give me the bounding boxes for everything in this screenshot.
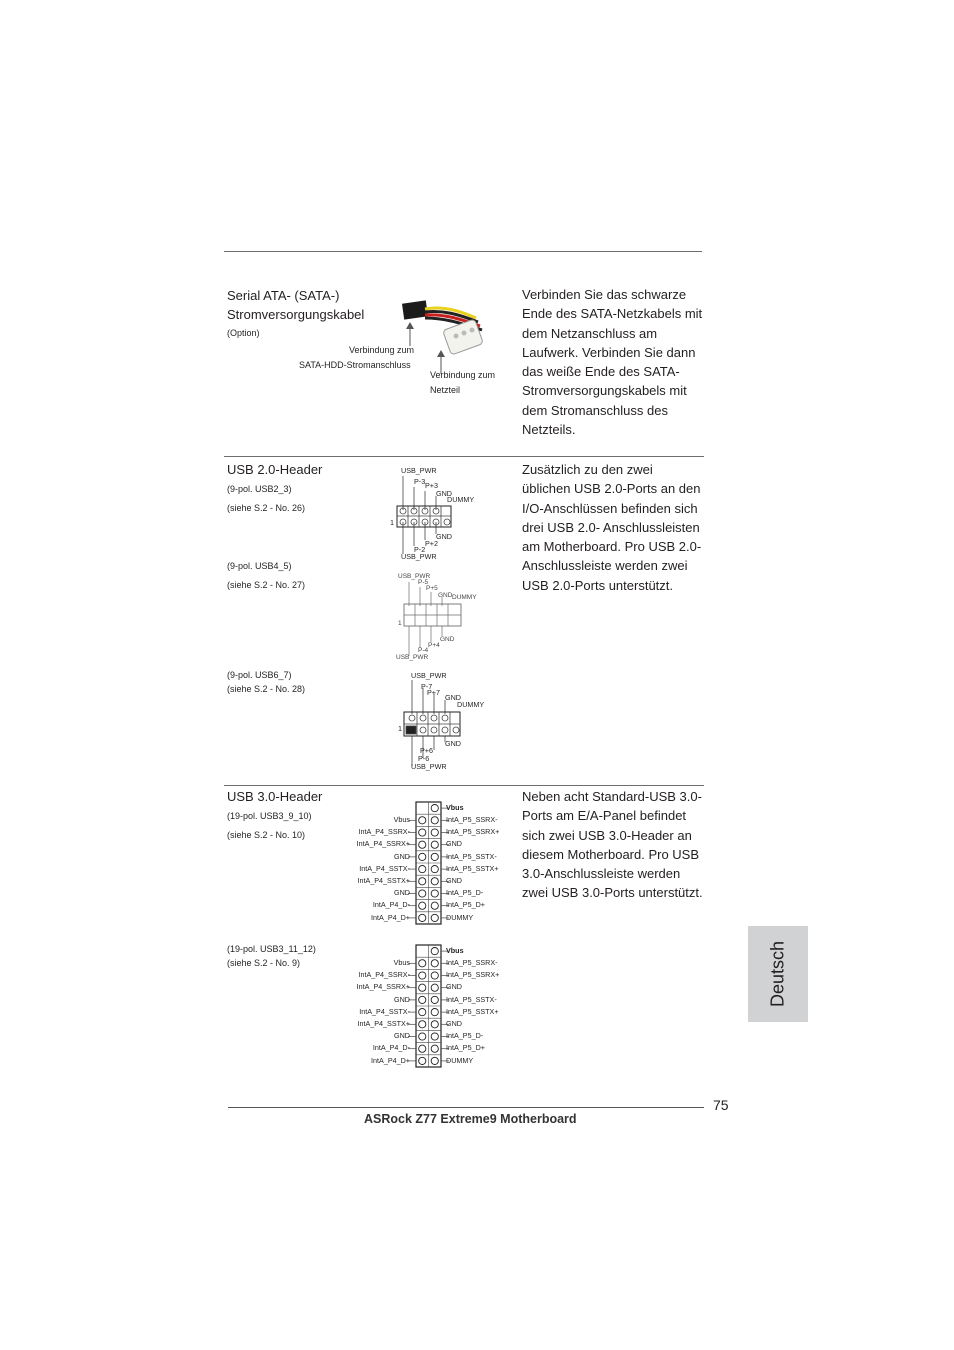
- pin: [431, 1045, 438, 1052]
- pin-label: IntA_P5_SSRX-: [446, 958, 498, 967]
- pin-label: IntA_P5_SSTX+: [446, 864, 499, 873]
- pin-label: IntA_P5_SSRX+: [446, 970, 500, 979]
- sata-title-line2: Stromversorgungskabel: [227, 307, 365, 322]
- pin-label: P+4: [428, 642, 440, 649]
- pin: [419, 1045, 426, 1052]
- sata-plug: [402, 300, 428, 319]
- pin: [431, 948, 438, 955]
- usb2-description: Zusätzlich zu den zwei üblichen USB 2.0-Ports an den I/O-Anschlüssen befinden sich drei USB 2.0- Anschlussleisten am Motherboard. Pro USB 2.0-Anschlussleiste werden zwei USB 2.0-Ports unterstützt.: [522, 462, 702, 593]
- pin-label: GND: [446, 982, 462, 991]
- pin-label: IntA_P4_SSTX+: [357, 1019, 410, 1028]
- pin-label: IntA_P5_SSTX-: [446, 852, 497, 861]
- usb2-header-name: (9-pol. USB2_3): [227, 484, 292, 494]
- pin-label: USB_PWR: [396, 654, 429, 661]
- usb3-header-name: (19-pol. USB3_9_10): [227, 811, 312, 821]
- pin-label: DUMMY: [447, 495, 475, 504]
- pin-label: GND: [436, 489, 452, 498]
- pin: [419, 1009, 426, 1016]
- usb2-pin-diagram: [396, 572, 486, 666]
- pin: [431, 829, 438, 836]
- pin: [419, 817, 426, 824]
- pin: [419, 829, 426, 836]
- pin-label: P-7: [421, 682, 433, 691]
- pin-label: IntA_P5_SSRX+: [446, 827, 500, 836]
- pin-label: GND: [436, 532, 452, 541]
- pin: [419, 914, 426, 921]
- section-rule: [224, 456, 704, 457]
- pin: [419, 972, 426, 979]
- pin: [431, 972, 438, 979]
- pin-label: IntA_P4_SSTX-: [359, 1007, 410, 1016]
- pin: [419, 866, 426, 873]
- pin: [419, 853, 426, 860]
- usb3-pin-diagram: [340, 945, 520, 1069]
- pin: [431, 817, 438, 824]
- pin-label: 1: [398, 620, 402, 627]
- pin-label: IntA_P4_SSRX-: [358, 827, 410, 836]
- pin-label: IntA_P4_D+: [371, 1056, 410, 1065]
- pin-label: IntA_P5_D+: [446, 1043, 485, 1052]
- pin-label: P-5: [418, 579, 429, 586]
- pin-label: USB_PWR: [401, 466, 437, 475]
- pin-label: P+6: [420, 746, 433, 755]
- pin: [431, 984, 438, 991]
- section-rule: [224, 785, 704, 786]
- pin: [419, 890, 426, 897]
- label-hdd-line2: SATA-HDD-Stromanschluss: [299, 360, 411, 370]
- pin-label: USB_PWR: [411, 671, 447, 680]
- label-psu-line1: Verbindung zum: [430, 370, 496, 380]
- pin-label: IntA_P5_D+: [446, 900, 485, 909]
- pin: [431, 866, 438, 873]
- pin-label: USB_PWR: [398, 573, 431, 580]
- pin-label: GND: [446, 839, 462, 848]
- pin-label: 1: [390, 518, 394, 527]
- usb3-header-name: (19-pol. USB3_11_12): [227, 944, 316, 954]
- label-hdd-line1: Verbindung zum: [349, 345, 415, 355]
- usb2-header-ref: (siehe S.2 - No. 28): [227, 684, 306, 694]
- pin-label: IntA_P4_D-: [372, 900, 410, 909]
- pin-label: 1: [398, 724, 402, 733]
- pin-label: P-3: [414, 477, 426, 486]
- pin-label: Vbus: [393, 815, 410, 824]
- pin-label: P+3: [425, 481, 438, 490]
- pin: [431, 914, 438, 921]
- pin: [431, 853, 438, 860]
- sata-title-line1: Serial ATA- (SATA-): [227, 288, 340, 303]
- pin-label: IntA_P5_SSRX-: [446, 815, 498, 824]
- usb2-title: USB 2.0-Header: [227, 462, 323, 477]
- pin-label: IntA_P4_SSTX+: [357, 876, 410, 885]
- pin-label: IntA_P4_SSTX-: [359, 864, 410, 873]
- pin: [419, 1021, 426, 1028]
- pin: [431, 996, 438, 1003]
- pin-label: GND: [440, 636, 455, 643]
- pin-label: IntA_P4_SSRX-: [358, 970, 410, 979]
- pin-label: P+7: [427, 688, 440, 697]
- usb2-header-ref: (siehe S.2 - No. 26): [227, 503, 306, 513]
- usb3-description: Neben acht Standard-USB 3.0-Ports am E/A-Panel befindet sich zwei USB 3.0-Header an diesem Motherboard. Pro USB 3.0-Anschlussleiste werden zwei USB 3.0-Ports unterstützt.: [522, 789, 703, 901]
- pin: [431, 878, 438, 885]
- pin-label: DUMMY: [446, 1056, 474, 1065]
- usb3-header-ref: (siehe S.2 - No. 9): [227, 958, 301, 968]
- pin: [431, 1021, 438, 1028]
- arrow-up-icon: [404, 322, 416, 346]
- pin: [419, 984, 426, 991]
- footer-text: ASRock Z77 Extreme9 Motherboard: [364, 1112, 577, 1126]
- pin: [431, 1033, 438, 1040]
- pin-label: GND: [394, 995, 410, 1004]
- pin-label: DUMMY: [446, 913, 474, 922]
- pin: [431, 805, 438, 812]
- pin: [431, 890, 438, 897]
- language-tab-label: Deutsch: [767, 940, 788, 1008]
- pin-label: P-4: [418, 647, 429, 654]
- pin-label: IntA_P5_D-: [446, 888, 484, 897]
- footer-rule: [228, 1107, 704, 1108]
- usb2-header-name: (9-pol. USB4_5): [227, 561, 292, 571]
- pin-label: GND: [394, 1031, 410, 1040]
- pin: [419, 878, 426, 885]
- usb3-header-ref: (siehe S.2 - No. 10): [227, 830, 306, 840]
- pin-label: P+2: [425, 539, 438, 548]
- usb2-header-ref: (siehe S.2 - No. 27): [227, 580, 306, 590]
- pin: [419, 902, 426, 909]
- pin: [431, 841, 438, 848]
- pin-label: P-2: [414, 545, 426, 554]
- usb2-pin-diagram: [398, 670, 498, 774]
- pin-label: GND: [394, 852, 410, 861]
- pin-label: USB_PWR: [401, 552, 437, 561]
- pin-label: GND: [394, 888, 410, 897]
- pin: [431, 1057, 438, 1064]
- pin: [419, 960, 426, 967]
- pin: [419, 1057, 426, 1064]
- language-tab: [748, 926, 808, 1022]
- pin-label: P+5: [426, 585, 438, 592]
- pin-label: IntA_P4_D+: [371, 913, 410, 922]
- usb2-pin-diagram: [390, 466, 480, 560]
- pin-label: GND: [446, 876, 462, 885]
- pin-label: IntA_P4_SSRX+: [356, 982, 410, 991]
- pin-label: GND: [446, 1019, 462, 1028]
- pin-label: IntA_P5_D-: [446, 1031, 484, 1040]
- pin: [431, 960, 438, 967]
- usb2-header-name: (9-pol. USB6_7): [227, 670, 292, 680]
- pin-label: GND: [445, 693, 461, 702]
- pin-label: P-6: [418, 754, 430, 763]
- usb3-pin-diagram: [340, 802, 520, 926]
- sata-description: Verbinden Sie das schwarze Ende des SATA-Netzkabels mit dem Netzanschluss am Laufwerk. Verbinden Sie dann das weiße Ende des SATA-Stromversorgungskabels mit dem Stromanschluss des Netzteils.: [522, 287, 703, 438]
- pin-label: DUMMY: [452, 594, 477, 601]
- pin-label: Vbus: [446, 946, 464, 955]
- pin-label: Vbus: [393, 958, 410, 967]
- pin-label: IntA_P4_D-: [372, 1043, 410, 1052]
- pin: [431, 1009, 438, 1016]
- pin-label: GND: [438, 592, 453, 599]
- pin-label: Vbus: [446, 803, 464, 812]
- top-rule: [224, 251, 702, 252]
- pin: [419, 996, 426, 1003]
- pin-label: IntA_P5_SSTX-: [446, 995, 497, 1004]
- pin-label: USB_PWR: [411, 762, 447, 771]
- pin-label: IntA_P5_SSTX+: [446, 1007, 499, 1016]
- pin-label: DUMMY: [457, 700, 485, 709]
- label-psu-line2: Netzteil: [430, 385, 461, 395]
- pin: [431, 902, 438, 909]
- page-number: 75: [713, 1097, 729, 1113]
- pin: [419, 1033, 426, 1040]
- sata-option: (Option): [227, 328, 260, 338]
- usb3-title: USB 3.0-Header: [227, 789, 323, 804]
- pin-label: GND: [445, 739, 461, 748]
- pin-label: IntA_P4_SSRX+: [356, 839, 410, 848]
- pin: [419, 841, 426, 848]
